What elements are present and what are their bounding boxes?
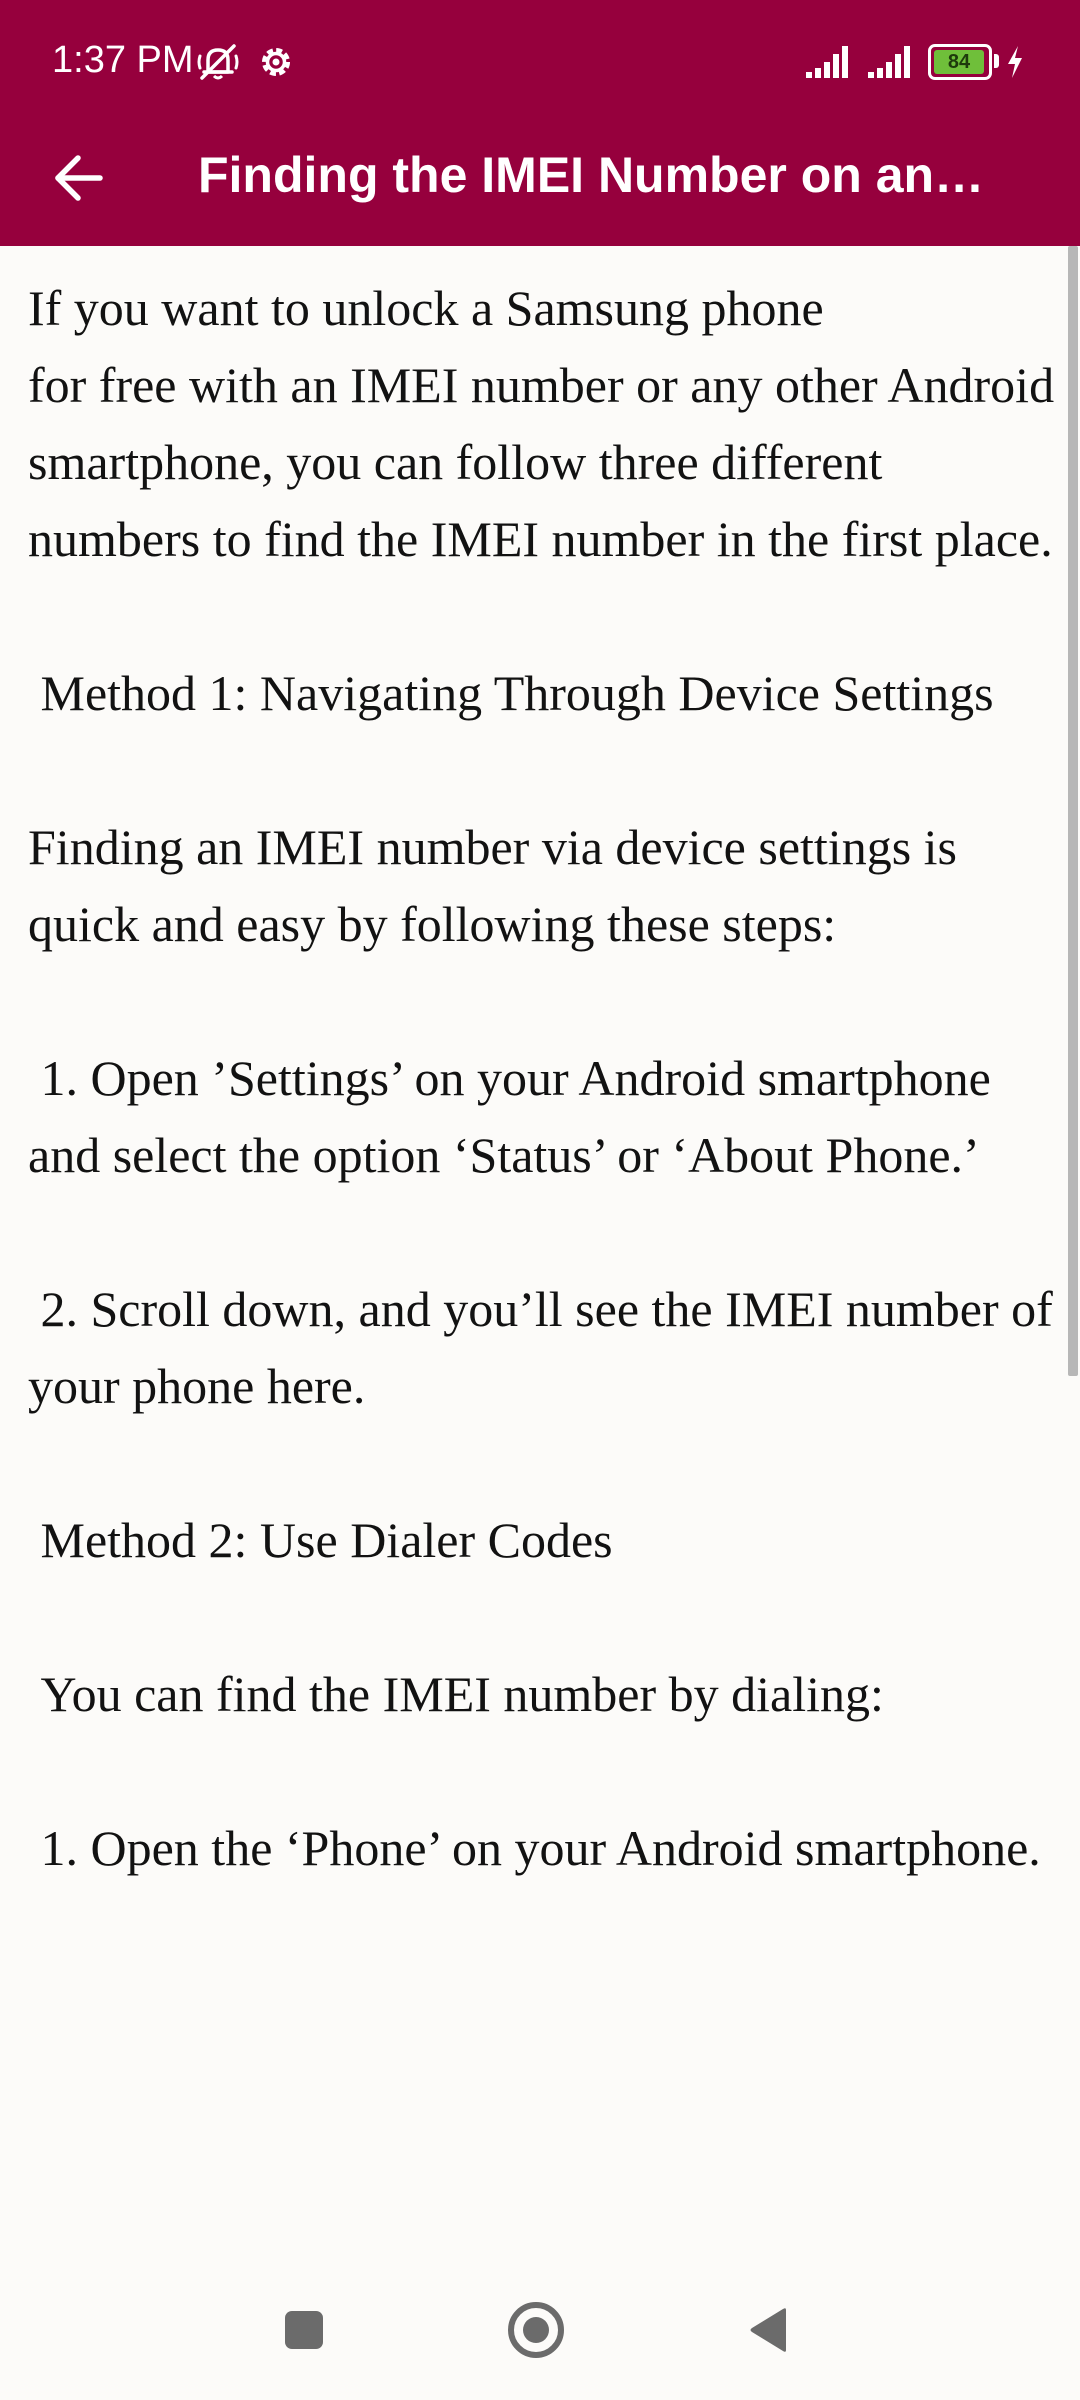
home-circle-icon <box>506 2300 566 2360</box>
back-button[interactable] <box>36 136 120 220</box>
article-paragraph-intro: If you want to unlock a Samsung phone for free with an IMEI number or any other Android smartphone, you can follow three different numbers to find the IMEI number in the first place. <box>28 280 1055 567</box>
status-time: 1:37 PM <box>52 39 194 81</box>
gear-icon <box>256 42 296 82</box>
back-triangle-icon <box>746 2306 790 2354</box>
article-paragraph-dialing: You can find the IMEI number by dialing: <box>28 1666 884 1722</box>
top-bar <box>0 0 1080 246</box>
battery-level: 84 <box>947 51 971 73</box>
muted-bell-icon <box>196 42 240 82</box>
app-bar <box>0 120 1080 246</box>
navigation-bar <box>0 2250 1080 2400</box>
status-bar <box>0 0 1080 120</box>
home-button[interactable] <box>496 2290 576 2370</box>
battery-icon <box>928 44 996 78</box>
signal-icon <box>866 44 916 78</box>
article-step-1: 1. Open ’Settings’ on your Android smartphone and select the option ‘Status’ or ‘About Phone.’ <box>28 1050 1004 1183</box>
article-paragraph-settings: Finding an IMEI number via device settings is quick and easy by following these steps: <box>28 819 970 952</box>
recents-square-icon <box>282 2308 326 2352</box>
article-step-2: 2. Scroll down, and you’ll see the IMEI number of your phone here. <box>28 1281 1066 1414</box>
nav-back-button[interactable] <box>728 2290 808 2370</box>
article-content <box>28 270 1066 1964</box>
recents-button[interactable] <box>264 2290 344 2370</box>
page-title: Finding the IMEI Number on an… <box>198 147 985 203</box>
arrow-left-icon <box>52 154 104 202</box>
article-heading-method-1: Method 1: Navigating Through Device Settings <box>28 665 994 721</box>
article-heading-method-2: Method 2: Use Dialer Codes <box>28 1512 613 1568</box>
scrollbar-thumb[interactable] <box>1068 246 1078 1376</box>
article-step-dialer-1: 1. Open the ‘Phone’ on your Android smartphone. <box>28 1820 1041 1876</box>
charging-icon <box>1004 44 1026 80</box>
signal-icon <box>804 44 854 78</box>
